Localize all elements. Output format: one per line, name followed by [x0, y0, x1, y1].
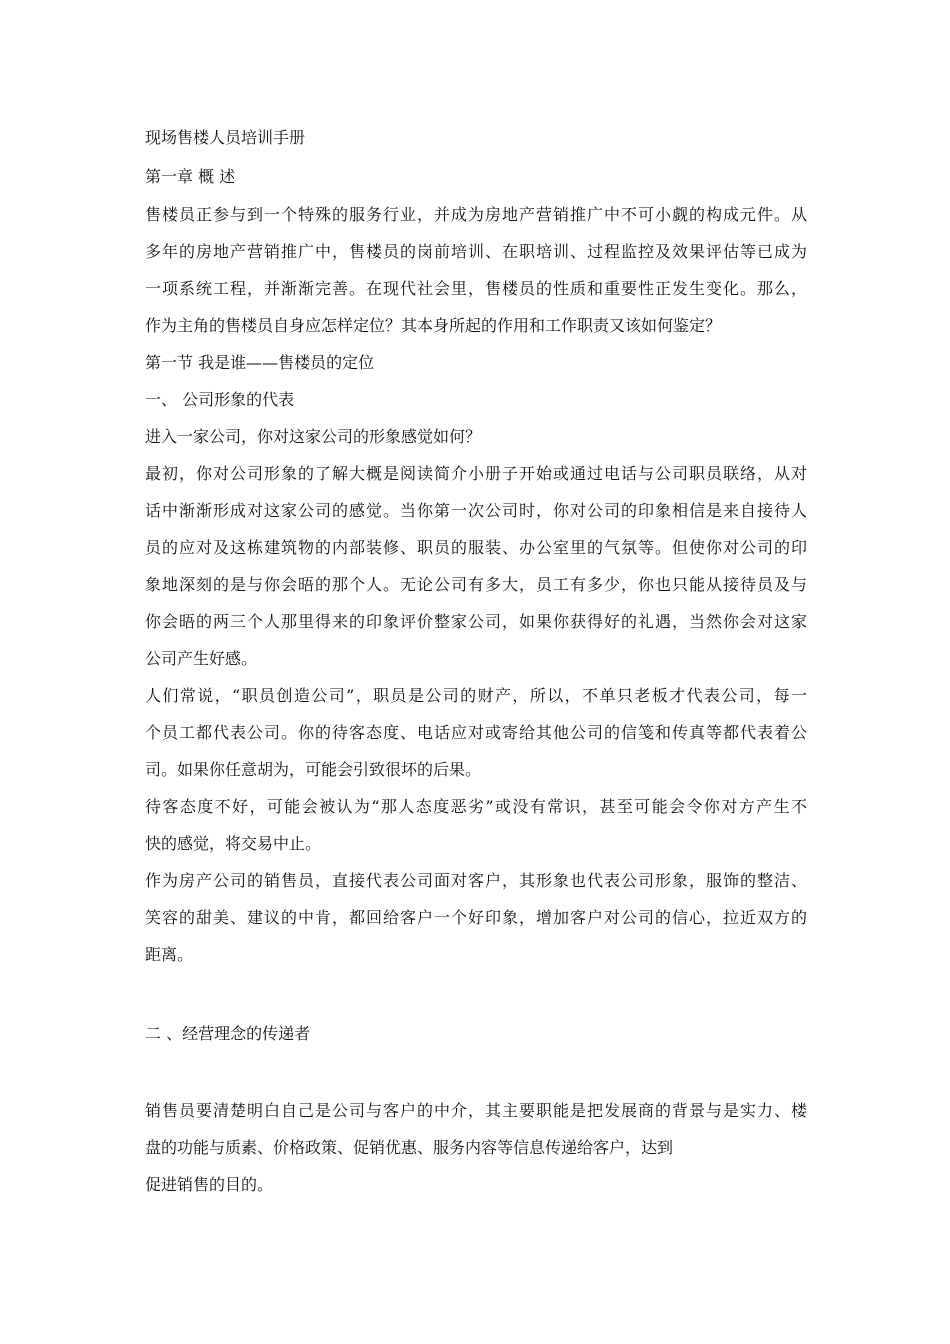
point1-question: 进入一家公司，你对这家公司的形象感觉如何？: [145, 427, 482, 446]
para3-line: 快的感觉，将交易中止。: [145, 834, 322, 853]
para4-line: 作为房产公司的销售员，直接代表公司面对客户，其形象也代表公司形象，服饰的整洁、: [145, 871, 807, 890]
point2-heading: 二 、经营理念的传递者: [145, 1024, 311, 1043]
para5-line: 促进销售的目的。: [145, 1175, 274, 1194]
para2-line: 人们常说，“职员创造公司”，职员是公司的财产，所以，不单只老板才代表公司，每一: [145, 686, 807, 705]
intro-line: 售楼员正参与到一个特殊的服务行业，并成为房地产营销推广中不可小觑的构成元件。从: [145, 205, 807, 224]
para1-line: 话中渐渐形成对这家公司的感觉。当你第一次公司时，你对公司的印象相信是来自接待人: [145, 501, 807, 520]
intro-line: 多年的房地产营销推广中，售楼员的岗前培训、在职培训、过程监控及效果评估等已成为: [145, 242, 807, 261]
para4-line: 距离。: [145, 945, 194, 964]
para3-line: 待客态度不好，可能会被认为“那人态度恶劣”或没有常识，甚至可能会令你对方产生不: [145, 797, 807, 816]
intro-line: 一项系统工程，并渐渐完善。在现代社会里，售楼员的性质和重要性正发生变化。那么，: [145, 279, 807, 298]
intro-line: 作为主角的售楼员自身应怎样定位？其本身所起的作用和工作职责又该如何鉴定？: [145, 316, 722, 335]
para2-line: 个员工都代表公司。你的待客态度、电话应对或寄给其他公司的信笺和传真等都代表着公: [145, 723, 807, 742]
chapter-heading: 第一章 概 述: [145, 167, 236, 186]
document-title: 现场售楼人员培训手册: [145, 128, 306, 147]
para1-line: 公司产生好感。: [145, 649, 258, 668]
para1-line: 象地深刻的是与你会晤的那个人。无论公司有多大，员工有多少，你也只能从接待员及与: [145, 575, 807, 594]
para1-line: 最初，你对公司形象的了解大概是阅读简介小册子开始或通过电话与公司职员联络，从对: [145, 464, 807, 483]
para2-line: 司。如果你任意胡为，可能会引致很坏的后果。: [145, 760, 482, 779]
para1-line: 员的应对及这栋建筑物的内部装修、职员的服装、办公室里的气氛等。但使你对公司的印: [145, 538, 807, 557]
point1-heading: 一、 公司形象的代表: [145, 390, 295, 409]
para5-line: 销售员要清楚明白自己是公司与客户的中介，其主要职能是把发展商的背景与是实力、楼: [145, 1101, 807, 1120]
para5-line: 盘的功能与质素、价格政策、促销优惠、服务内容等信息传递给客户，达到: [145, 1138, 674, 1157]
section-heading: 第一节 我是谁——售楼员的定位: [145, 353, 375, 372]
para4-line: 笑容的甜美、建议的中肯，都回给客户一个好印象，增加客户对公司的信心，拉近双方的: [145, 908, 807, 927]
para1-line: 你会晤的两三个人那里得来的印象评价整家公司，如果你获得好的礼遇，当然你会对这家: [145, 612, 807, 631]
